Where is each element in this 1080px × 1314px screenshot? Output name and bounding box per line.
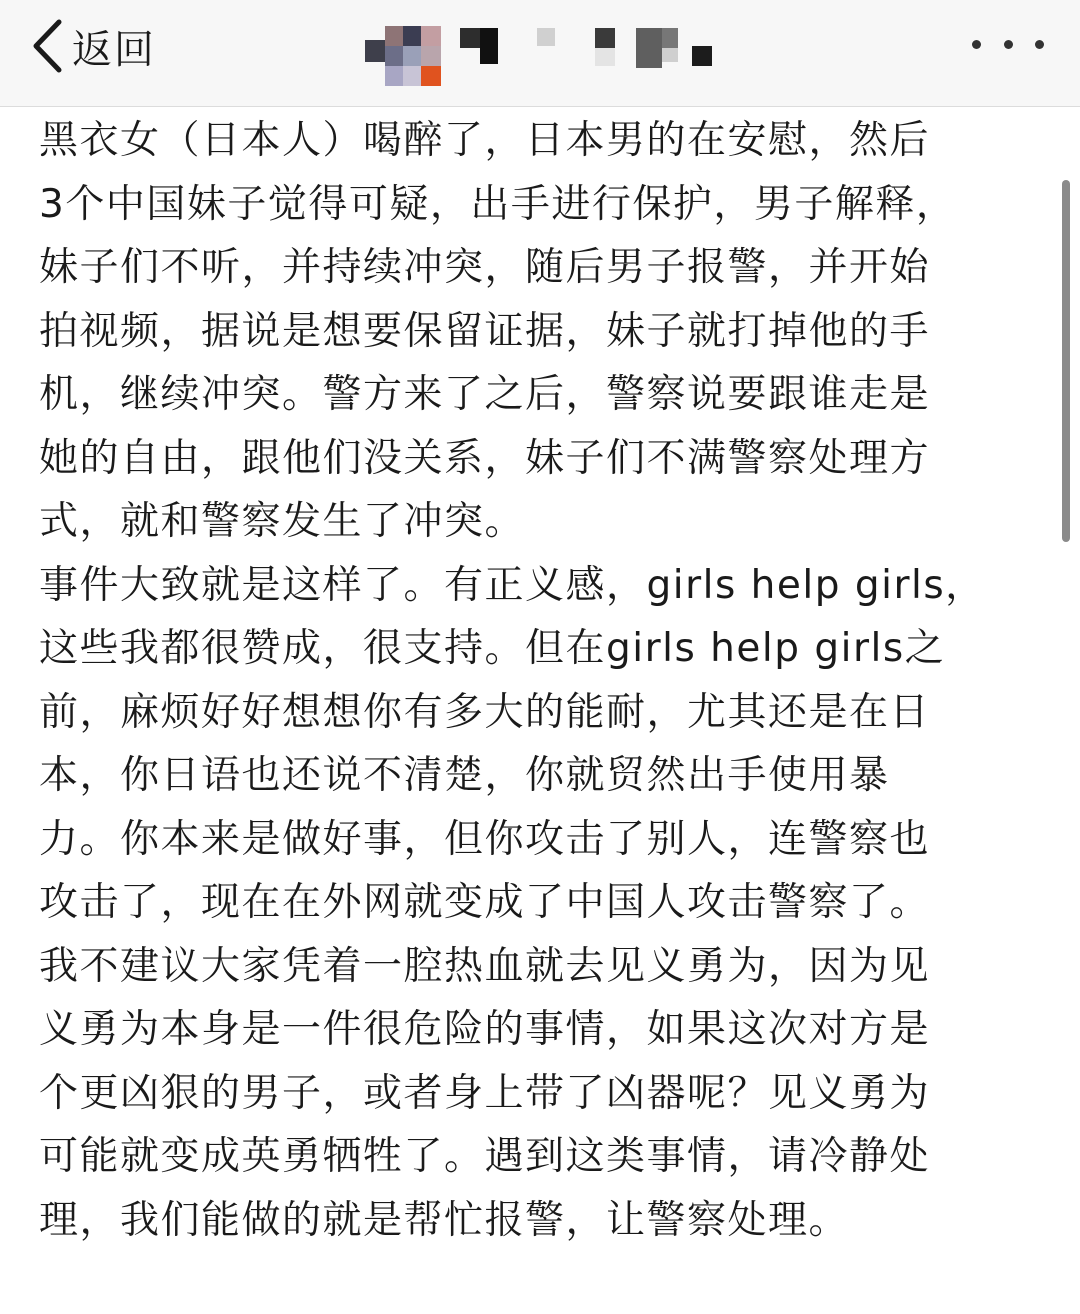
pixelated-title [360,22,720,86]
more-horizontal-icon [1004,40,1013,49]
more-options-button[interactable] [972,34,1044,54]
navigation-bar [0,0,1080,107]
scrollbar[interactable] [1062,180,1070,542]
article-body [39,109,1014,1252]
article-paragraph: 事件大致就是这样了。有正义感，girls help girls， 这些我都很赞成，很支持。但在girls help girls之 前，麻烦好好想想你有多大的能耐，尤其还是在日 本，你日语也还说不清楚，你就贸然出手使用暴 力。你本来是做好事，但你攻击了别人，连警察也 攻击了，现在在外网就变成了中国人攻击警察了。 我不建议大家凭着一腔热血就去见义勇为，因为见 义勇为本身是一件很危险的事情，如果这次对方是 个更凶狠的男子，或者身上带了凶器呢？见义勇为 可能就变成英勇牺牲了。遇到这类事情，请冷静处 理，我们能做的就是帮忙报警，让警察处理。 [39,562,986,1243]
article-paragraph: 黑衣女（日本人）喝醉了，日本男的在安慰，然后 3个中国妹子觉得可疑，出手进行保护，男子解释， 妹子们不听，并持续冲突，随后男子报警，并开始 拍视频，据说是想要保留证据，妹子就打掉他的手 机，继续冲突。警方来了之后，警察说要跟谁走是 她的自由，跟他们没关系，妹子们不满警察处理方 式，就和警察发生了冲突。 [39,118,957,544]
back-label: 返回 [72,26,156,73]
chevron-left-icon [30,18,64,74]
more-horizontal-icon [972,40,981,49]
more-horizontal-icon [1035,40,1044,49]
back-button[interactable] [30,14,156,78]
